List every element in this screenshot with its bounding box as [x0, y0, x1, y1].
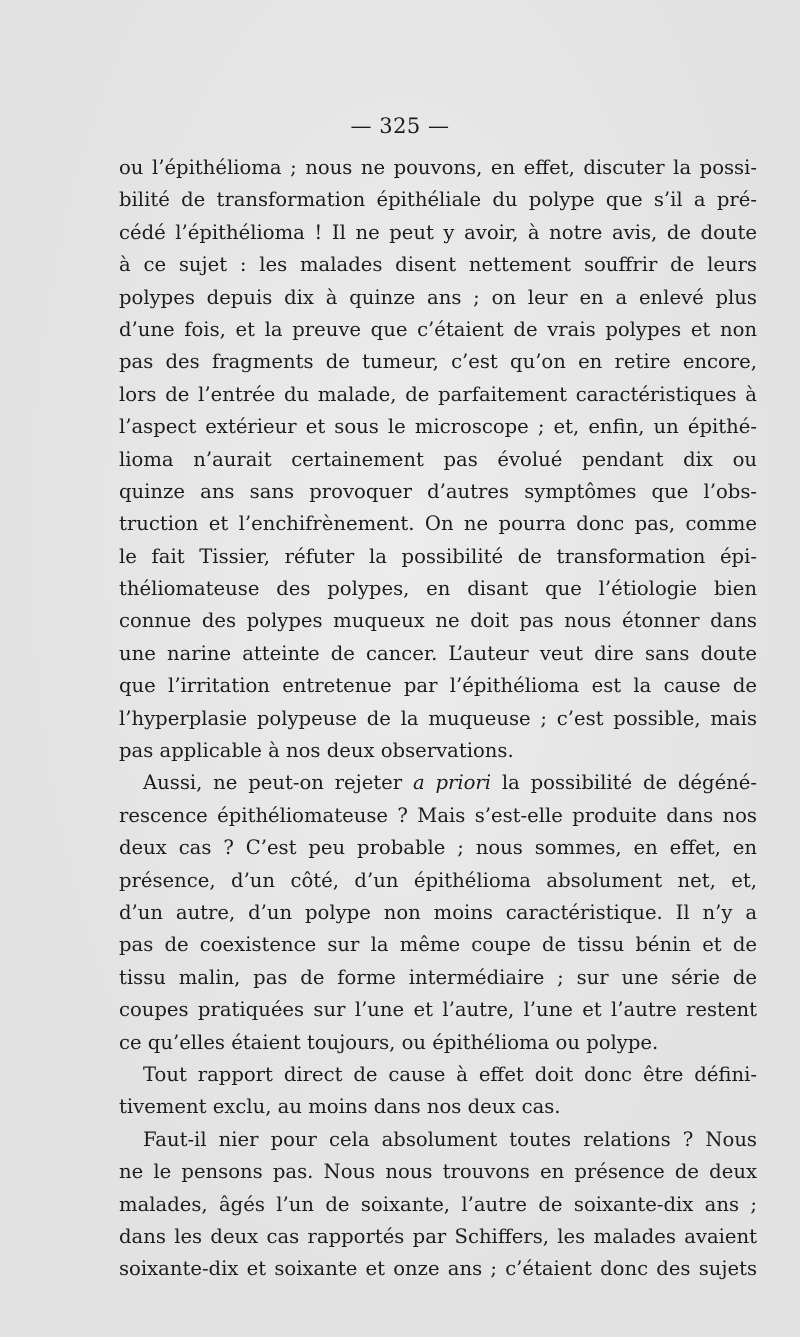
- text-line: soixante-dix et soixante et onze ans ; c’étaient donc des sujets: [119, 1257, 757, 1281]
- text-line: l’hyperplasie polypeuse de la muqueuse ; c’est possible, mais: [119, 706, 757, 730]
- text-line: pas applicable à nos deux observations.: [119, 739, 514, 763]
- text-line: Tout rapport direct de cause à effet doit donc être défini-: [143, 1062, 757, 1086]
- text-line: coupes pratiquées sur l’une et l’autre, l’une et l’autre restent: [119, 998, 757, 1022]
- text-line: Faut-il nier pour cela absolument toutes relations ? Nous: [143, 1127, 757, 1151]
- text-line: à ce sujet : les malades disent nettement souffrir de leurs: [119, 253, 757, 277]
- text-line: tissu malin, pas de forme intermédiaire ; sur une série de: [119, 965, 757, 989]
- text-line: lors de l’entrée du malade, de parfaitement caractéristiques à: [119, 382, 757, 406]
- text-line: le fait Tissier, réfuter la possibilité de transformation épi-: [119, 544, 757, 568]
- text-line: bilité de transformation épithéliale du polype que s’il a pré-: [119, 188, 757, 212]
- text-line: ou l’épithélioma ; nous ne pouvons, en effet, discuter la possi-: [119, 156, 757, 179]
- text-line: polypes depuis dix à quinze ans ; on leur en a enlevé plus: [119, 285, 757, 309]
- text-line: dans les deux cas rapportés par Schiffers, les malades avaient: [119, 1224, 757, 1248]
- text-line: pas des fragments de tumeur, c’est qu’on en retire encore,: [119, 350, 757, 374]
- text-line: lioma n’aurait certainement pas évolué pendant dix ou: [119, 447, 757, 471]
- text-line: pas de coexistence sur la même coupe de tissu bénin et de: [119, 933, 757, 957]
- text-line: tivement exclu, au moins dans nos deux cas.: [119, 1095, 561, 1119]
- text-line: connue des polypes muqueux ne doit pas nous étonner dans: [119, 609, 757, 633]
- body-text: [119, 152, 757, 1286]
- text-line: ne le pensons pas. Nous nous trouvons en présence de deux: [119, 1160, 757, 1184]
- text-line: quinze ans sans provoquer d’autres symptômes que l’obs-: [119, 479, 757, 503]
- italic-phrase: a priori: [412, 771, 492, 795]
- text-line: malades, âgés l’un de soixante, l’autre de soixante-dix ans ;: [119, 1192, 757, 1216]
- text-line: cédé l’épithélioma ! Il ne peut y avoir, à notre avis, de doute: [119, 220, 757, 244]
- text-line: d’une fois, et la preuve que c’étaient de vrais polypes et non: [119, 317, 757, 341]
- text-line: théliomateuse des polypes, en disant que l’étiologie bien: [119, 577, 757, 601]
- text-line: truction et l’enchifrènement. On ne pourra donc pas, comme: [119, 512, 757, 536]
- text-line: une narine atteinte de cancer. L’auteur veut dire sans doute: [119, 641, 757, 665]
- text-line: deux cas ? C’est peu probable ; nous sommes, en effet, en: [119, 836, 757, 860]
- text-line: présence, d’un côté, d’un épithélioma absolument net, et,: [119, 868, 757, 892]
- text-line: rescence épithéliomateuse ? Mais s’est-elle produite dans nos: [119, 803, 757, 827]
- text-line: l’aspect extérieur et sous le microscope ; et, enfin, un épithé-: [119, 415, 757, 439]
- text-line: d’un autre, d’un polype non moins caractéristique. Il n’y a: [119, 900, 757, 924]
- page-number: — 325 —: [350, 114, 450, 138]
- text-line: ce qu’elles étaient toujours, ou épithélioma ou polype.: [119, 1030, 659, 1054]
- text-line: Aussi, ne peut-on rejeter a priori la possibilité de dégéné-: [143, 771, 757, 795]
- text-line: que l’irritation entretenue par l’épithélioma est la cause de: [119, 674, 757, 698]
